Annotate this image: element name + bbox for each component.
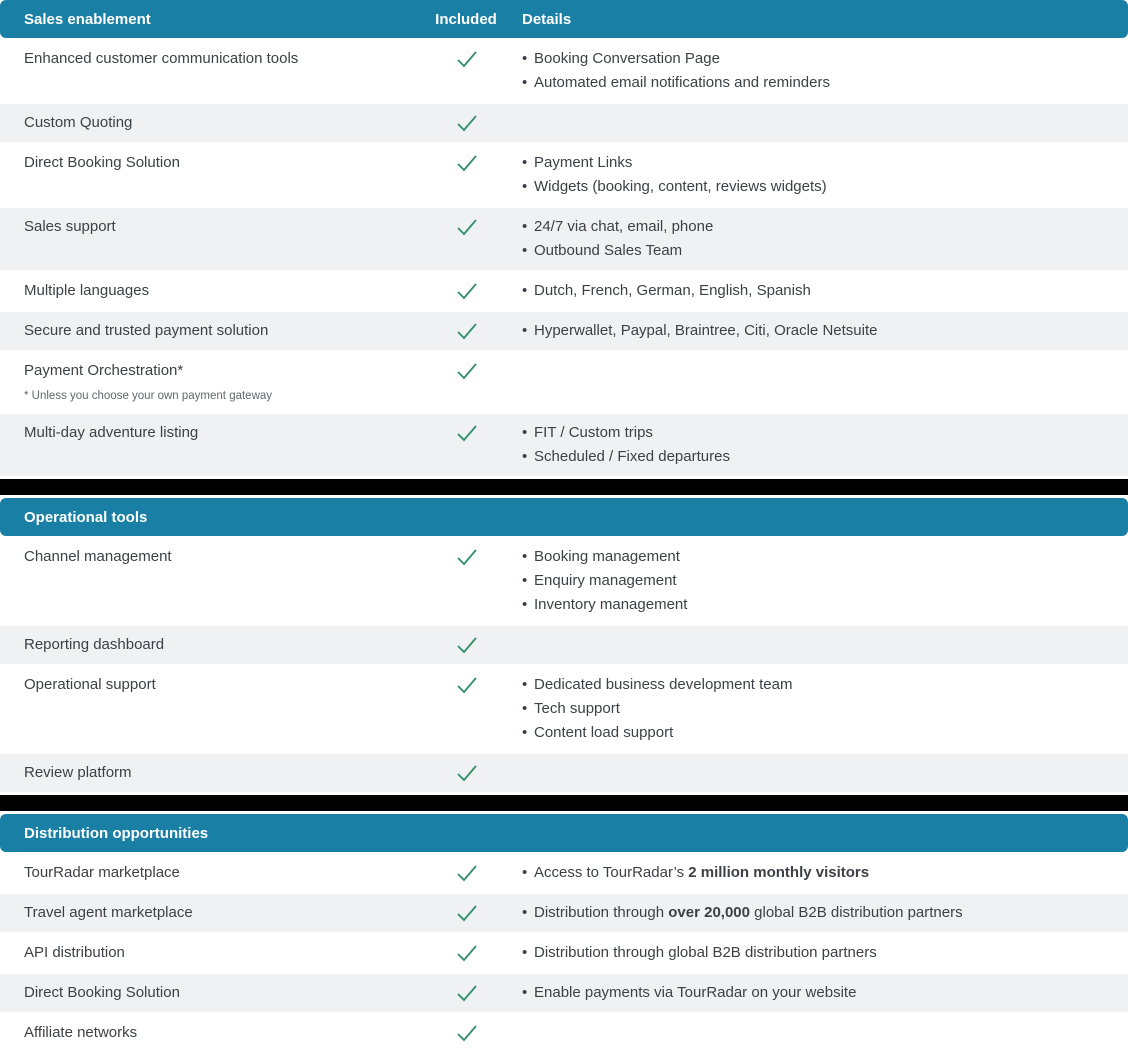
check-icon bbox=[455, 944, 478, 962]
details-cell bbox=[500, 111, 1128, 135]
table-row bbox=[0, 312, 1128, 350]
section-separator bbox=[0, 479, 1128, 495]
check-icon bbox=[455, 636, 478, 654]
detail-text: Enquiry management bbox=[534, 572, 677, 589]
feature-name: Operational support bbox=[24, 676, 156, 693]
bullet-icon: • bbox=[522, 424, 528, 441]
feature-name: Review platform bbox=[24, 764, 132, 781]
bullet-icon: • bbox=[522, 178, 528, 195]
feature-cell bbox=[0, 1021, 432, 1045]
details-cell bbox=[500, 761, 1128, 785]
bullet-icon: • bbox=[522, 154, 528, 171]
bullet-icon: • bbox=[522, 700, 528, 717]
bullet-icon: • bbox=[522, 724, 528, 741]
feature-name: Direct Booking Solution bbox=[24, 154, 180, 171]
detail-item bbox=[522, 421, 1112, 445]
check-icon bbox=[455, 282, 478, 300]
detail-text: Hyperwallet, Paypal, Braintree, Citi, Oracle Netsuite bbox=[534, 322, 878, 339]
details-list bbox=[500, 215, 1128, 263]
detail-item bbox=[522, 545, 1112, 569]
table-row bbox=[0, 626, 1128, 664]
check-icon bbox=[455, 548, 478, 566]
feature-name: Enhanced customer communication tools bbox=[24, 50, 299, 67]
details-list bbox=[500, 319, 1128, 343]
details-cell bbox=[500, 633, 1128, 657]
feature-cell bbox=[0, 319, 432, 343]
detail-text-prefix: Access to TourRadar’s bbox=[534, 864, 689, 881]
details-list bbox=[500, 941, 1128, 965]
table-row bbox=[0, 854, 1128, 892]
detail-text: Dutch, French, German, English, Spanish bbox=[534, 282, 811, 299]
included-cell bbox=[432, 861, 500, 885]
section-rows bbox=[0, 538, 1128, 792]
check-icon bbox=[455, 904, 478, 922]
section-header bbox=[0, 814, 1128, 852]
detail-text: Enable payments via TourRadar on your website bbox=[534, 984, 857, 1001]
bullet-icon: • bbox=[522, 984, 528, 1001]
details-cell bbox=[500, 901, 1128, 925]
detail-text: Booking Conversation Page bbox=[534, 50, 720, 67]
included-cell bbox=[432, 47, 500, 95]
included-cell bbox=[432, 111, 500, 135]
section-title: Sales enablement bbox=[24, 10, 151, 28]
included-cell bbox=[432, 359, 500, 405]
included-cell bbox=[432, 151, 500, 199]
details-list bbox=[500, 151, 1128, 199]
feature-name: Direct Booking Solution bbox=[24, 984, 180, 1001]
detail-text: 24/7 via chat, email, phone bbox=[534, 218, 714, 235]
details-cell bbox=[500, 981, 1128, 1005]
included-cell bbox=[432, 215, 500, 263]
bullet-icon: • bbox=[522, 572, 528, 589]
detail-text-bold: 2 million monthly visitors bbox=[688, 864, 870, 881]
details-cell bbox=[500, 861, 1128, 885]
details-cell bbox=[500, 673, 1128, 745]
feature-name: Travel agent marketplace bbox=[24, 904, 193, 921]
feature-cell bbox=[0, 151, 432, 199]
check-icon bbox=[455, 864, 478, 882]
detail-item bbox=[522, 901, 1112, 925]
detail-text: Content load support bbox=[534, 724, 674, 741]
feature-cell bbox=[0, 941, 432, 965]
table-row bbox=[0, 104, 1128, 142]
detail-item bbox=[522, 861, 1112, 885]
included-cell bbox=[432, 421, 500, 469]
detail-text-suffix: global B2B distribution partners bbox=[749, 904, 963, 921]
details-list bbox=[500, 47, 1128, 95]
included-cell bbox=[432, 545, 500, 617]
detail-text-prefix: Distribution through bbox=[534, 904, 669, 921]
detail-item bbox=[522, 673, 1112, 697]
feature-cell bbox=[0, 761, 432, 785]
table-row bbox=[0, 40, 1128, 102]
bullet-icon: • bbox=[522, 218, 528, 235]
detail-text: Inventory management bbox=[534, 596, 688, 613]
detail-item bbox=[522, 239, 1112, 263]
details-list bbox=[500, 861, 1128, 885]
check-icon bbox=[455, 154, 478, 172]
bullet-icon: • bbox=[522, 242, 528, 259]
details-cell bbox=[500, 47, 1128, 95]
table-row bbox=[0, 894, 1128, 932]
detail-item bbox=[522, 445, 1112, 469]
detail-item bbox=[522, 697, 1112, 721]
feature-name: Sales support bbox=[24, 218, 116, 235]
detail-text: FIT / Custom trips bbox=[534, 424, 653, 441]
detail-text: Tech support bbox=[534, 700, 620, 717]
bullet-icon: • bbox=[522, 448, 528, 465]
table-row bbox=[0, 414, 1128, 476]
included-cell bbox=[432, 901, 500, 925]
feature-name: Multi-day adventure listing bbox=[24, 424, 199, 441]
bullet-icon: • bbox=[522, 944, 528, 961]
detail-text: Dedicated business development team bbox=[534, 676, 793, 693]
included-cell bbox=[432, 981, 500, 1005]
detail-text: Distribution through global B2B distribution partners bbox=[534, 944, 877, 961]
section-header bbox=[0, 498, 1128, 536]
check-icon bbox=[455, 50, 478, 68]
detail-text: Automated email notifications and reminders bbox=[534, 74, 830, 91]
details-cell bbox=[500, 319, 1128, 343]
details-list bbox=[500, 421, 1128, 469]
check-icon bbox=[455, 322, 478, 340]
details-cell bbox=[500, 545, 1128, 617]
detail-item bbox=[522, 71, 1112, 95]
feature-cell bbox=[0, 673, 432, 745]
section-rows bbox=[0, 854, 1128, 1052]
details-list bbox=[500, 981, 1128, 1005]
bullet-icon: • bbox=[522, 904, 528, 921]
feature-cell bbox=[0, 279, 432, 303]
bullet-icon: • bbox=[522, 596, 528, 613]
bullet-icon: • bbox=[522, 548, 528, 565]
included-cell bbox=[432, 633, 500, 657]
detail-item bbox=[522, 941, 1112, 965]
included-cell bbox=[432, 941, 500, 965]
section-header bbox=[0, 0, 1128, 38]
feature-name: TourRadar marketplace bbox=[24, 864, 180, 881]
included-cell bbox=[432, 1021, 500, 1045]
detail-text: Booking management bbox=[534, 548, 680, 565]
detail-text bbox=[534, 901, 963, 925]
details-cell bbox=[500, 215, 1128, 263]
details-cell bbox=[500, 941, 1128, 965]
detail-text: Outbound Sales Team bbox=[534, 242, 683, 259]
feature-name: Custom Quoting bbox=[24, 114, 133, 131]
details-list bbox=[500, 673, 1128, 745]
details-cell bbox=[500, 359, 1128, 405]
included-cell bbox=[432, 673, 500, 745]
section bbox=[0, 814, 1128, 1052]
detail-text: Payment Links bbox=[534, 154, 633, 171]
bullet-icon: • bbox=[522, 74, 528, 91]
details-cell bbox=[500, 151, 1128, 199]
section-rows bbox=[0, 40, 1128, 476]
feature-name: Secure and trusted payment solution bbox=[24, 322, 269, 339]
section-title: Distribution opportunities bbox=[24, 824, 209, 842]
section-title: Operational tools bbox=[24, 508, 148, 526]
section-separator bbox=[0, 795, 1128, 811]
table-row bbox=[0, 754, 1128, 792]
detail-item bbox=[522, 569, 1112, 593]
detail-item bbox=[522, 175, 1112, 199]
section bbox=[0, 498, 1128, 792]
detail-text: Widgets (booking, content, reviews widgets) bbox=[534, 178, 827, 195]
check-icon bbox=[455, 1024, 478, 1042]
details-cell bbox=[500, 1021, 1128, 1045]
feature-cell bbox=[0, 215, 432, 263]
detail-item bbox=[522, 151, 1112, 175]
table-row bbox=[0, 272, 1128, 310]
check-icon bbox=[455, 362, 478, 380]
bullet-icon: • bbox=[522, 282, 528, 299]
details-list bbox=[500, 901, 1128, 925]
feature-cell bbox=[0, 111, 432, 135]
detail-text-bold: over 20,000 bbox=[668, 904, 750, 921]
check-icon bbox=[455, 114, 478, 132]
check-icon bbox=[455, 424, 478, 442]
feature-name: Reporting dashboard bbox=[24, 636, 165, 653]
feature-name: Payment Orchestration* bbox=[24, 362, 184, 379]
table-row bbox=[0, 934, 1128, 972]
details-list bbox=[500, 545, 1128, 617]
feature-name: Multiple languages bbox=[24, 282, 150, 299]
check-icon bbox=[455, 676, 478, 694]
table-row bbox=[0, 538, 1128, 624]
table-row bbox=[0, 666, 1128, 752]
section bbox=[0, 0, 1128, 476]
details-column-header: Details bbox=[522, 10, 572, 28]
table-row bbox=[0, 144, 1128, 206]
feature-cell bbox=[0, 47, 432, 95]
included-column-header: Included bbox=[435, 10, 497, 28]
detail-item bbox=[522, 215, 1112, 239]
check-icon bbox=[455, 764, 478, 782]
detail-item bbox=[522, 981, 1112, 1005]
detail-item bbox=[522, 319, 1112, 343]
check-icon bbox=[455, 218, 478, 236]
details-list bbox=[500, 279, 1128, 303]
bullet-icon: • bbox=[522, 50, 528, 67]
detail-text: Scheduled / Fixed departures bbox=[534, 448, 730, 465]
included-cell bbox=[432, 279, 500, 303]
feature-cell bbox=[0, 633, 432, 657]
feature-cell bbox=[0, 545, 432, 617]
table-row bbox=[0, 1014, 1128, 1052]
detail-item bbox=[522, 279, 1112, 303]
detail-text bbox=[534, 861, 869, 885]
feature-name: API distribution bbox=[24, 944, 125, 961]
feature-cell bbox=[0, 901, 432, 925]
table-row bbox=[0, 974, 1128, 1012]
feature-cell bbox=[0, 421, 432, 469]
detail-item bbox=[522, 721, 1112, 745]
detail-item bbox=[522, 593, 1112, 617]
feature-cell bbox=[0, 359, 432, 405]
details-cell bbox=[500, 421, 1128, 469]
feature-cell bbox=[0, 861, 432, 885]
bullet-icon: • bbox=[522, 322, 528, 339]
bullet-icon: • bbox=[522, 676, 528, 693]
included-cell bbox=[432, 761, 500, 785]
feature-cell bbox=[0, 981, 432, 1005]
feature-footnote: * Unless you choose your own payment gateway bbox=[24, 390, 273, 402]
included-cell bbox=[432, 319, 500, 343]
table-row bbox=[0, 208, 1128, 270]
table-row bbox=[0, 352, 1128, 412]
feature-name: Affiliate networks bbox=[24, 1024, 138, 1041]
detail-item bbox=[522, 47, 1112, 71]
bullet-icon: • bbox=[522, 864, 528, 881]
details-cell bbox=[500, 279, 1128, 303]
check-icon bbox=[455, 984, 478, 1002]
feature-name: Channel management bbox=[24, 548, 172, 565]
